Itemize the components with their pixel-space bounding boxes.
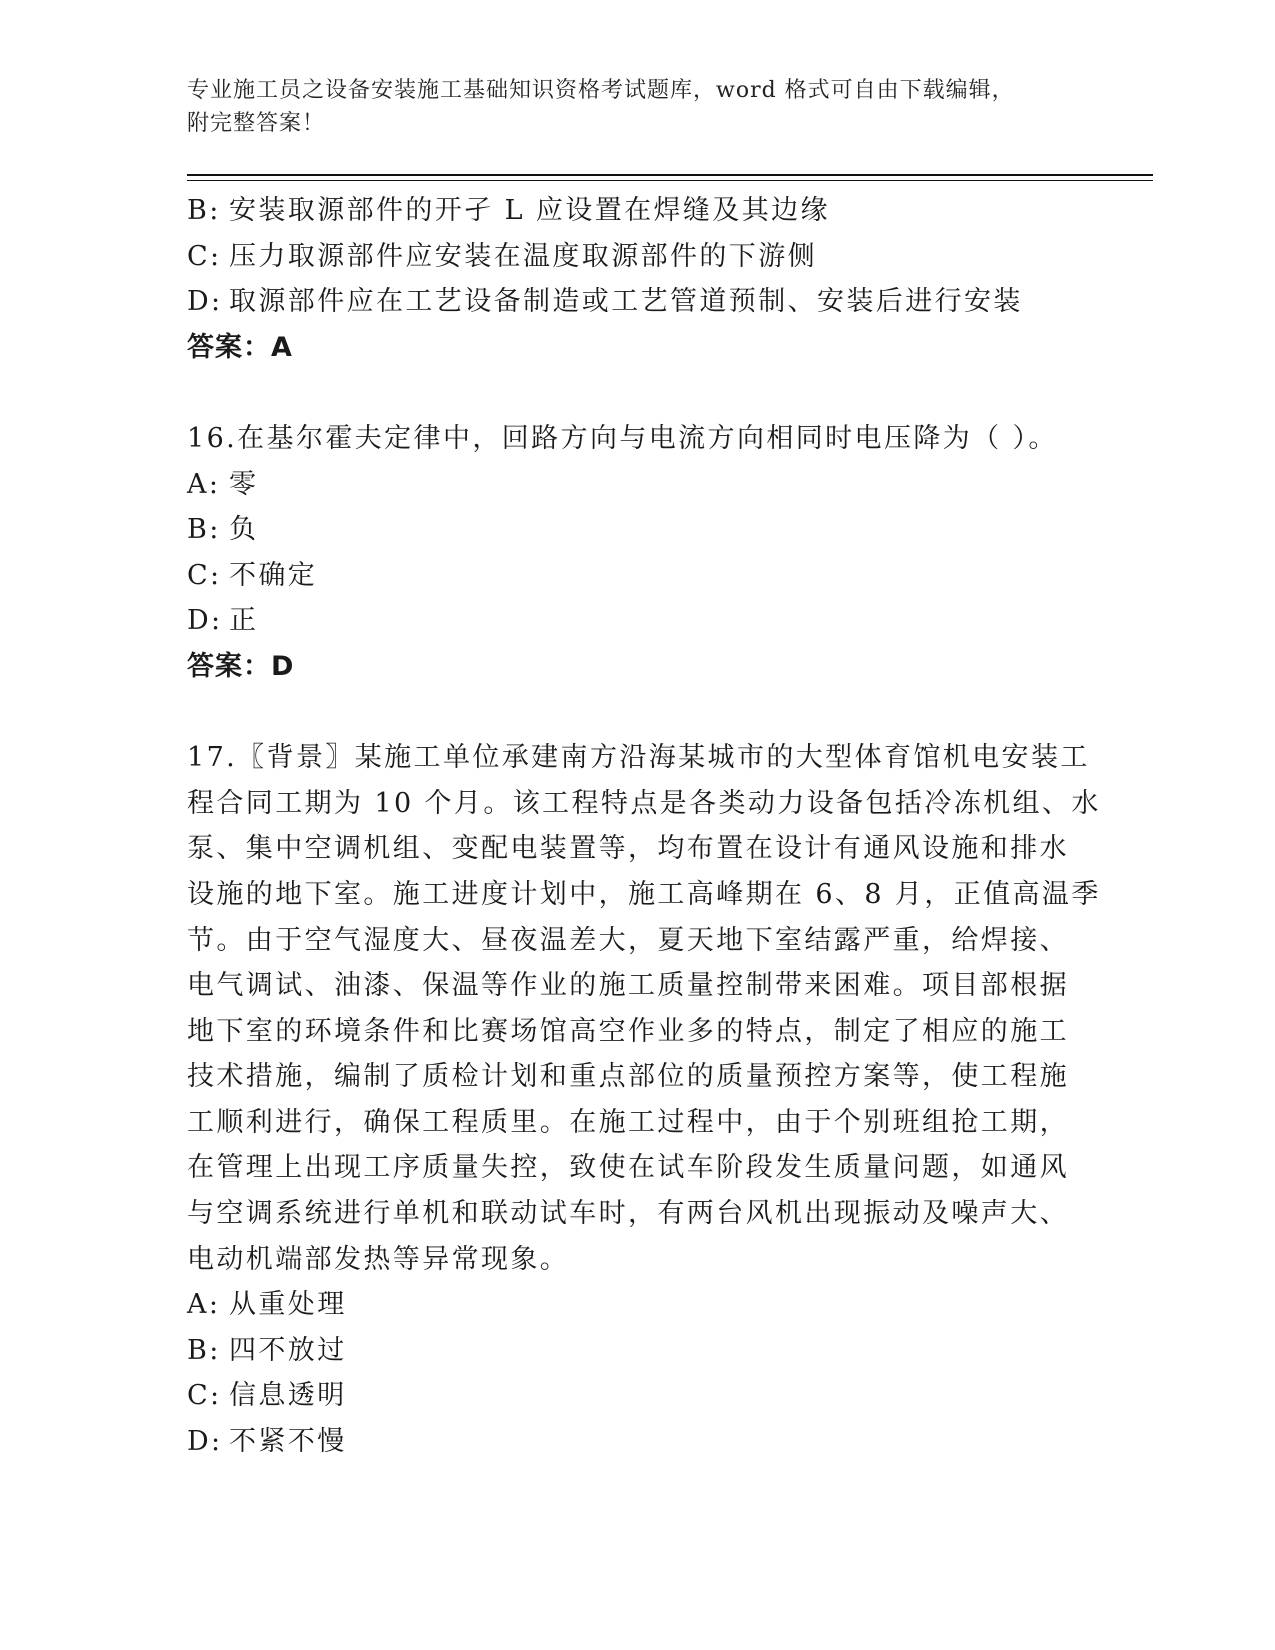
question-stem-line: 与空调系统进行单机和联动试车时，有两台风机出现振动及噪声大、	[187, 1198, 1069, 1230]
option-text: 零	[229, 468, 259, 500]
question-stem-line: 电动机端部发热等异常现象。	[187, 1243, 570, 1275]
answer-line: 答案：D	[187, 650, 295, 682]
question-16	[187, 416, 1087, 690]
question-17	[187, 735, 1101, 1465]
option-key: C:	[187, 559, 222, 591]
question-stem: 16.在基尔霍夫定律中，回路方向与电流方向相同时电压降为（ ）。	[187, 422, 1058, 454]
question-15-tail	[187, 188, 1087, 370]
option-c	[187, 553, 1087, 599]
document-header	[187, 74, 1067, 140]
option-d	[187, 598, 1087, 644]
option-text: 正	[229, 605, 259, 637]
header-divider-thin	[187, 180, 1153, 181]
option-key: D:	[187, 286, 223, 318]
question-stem-line: 节。由于空气湿度大、昼夜温差大，夏天地下室结露严重，给焊接、	[187, 924, 1069, 956]
header-line-2: 附完整答案！	[187, 111, 326, 136]
question-stem-line: 泵、集中空调机组、变配电装置等，均布置在设计有通风设施和排水	[187, 833, 1069, 865]
option-key: D:	[187, 605, 223, 637]
option-key: A:	[187, 468, 221, 500]
option-text: 从重处理	[229, 1289, 347, 1321]
option-c	[187, 1373, 1087, 1419]
option-a	[187, 462, 1087, 508]
option-text: 压力取源部件应安装在温度取源部件的下游侧	[229, 240, 817, 272]
question-stem-line: 地下室的环境条件和比赛场馆高空作业多的特点，制定了相应的施工	[187, 1015, 1069, 1047]
option-key: C:	[187, 240, 222, 272]
option-text: 信息透明	[229, 1380, 347, 1412]
option-text: 四不放过	[229, 1334, 347, 1366]
option-a	[187, 1282, 1087, 1328]
option-key: D:	[187, 1426, 223, 1458]
option-b	[187, 507, 1087, 553]
option-key: C:	[187, 1380, 222, 1412]
question-stem-line: 技术措施，编制了质检计划和重点部位的质量预控方案等，使工程施	[187, 1061, 1069, 1093]
spacer	[187, 370, 1087, 416]
question-stem-line: 程合同工期为 10 个月。该工程特点是各类动力设备包括冷冻机组、水	[187, 787, 1101, 819]
option-text: 负	[229, 514, 259, 546]
option-b	[187, 188, 1087, 234]
option-text: 不紧不慢	[229, 1426, 347, 1458]
answer-line: 答案：A	[187, 331, 293, 363]
header-line-1: 专业施工员之设备安装施工基础知识资格考试题库，word 格式可自由下载编辑，	[187, 78, 1015, 103]
spacer	[187, 690, 1087, 736]
question-stem-line: 设施的地下室。施工进度计划中，施工高峰期在 6、8 月，正值高温季	[187, 878, 1101, 910]
question-stem-line: 工顺利进行，确保工程质里。在施工过程中，由于个别班组抢工期，	[187, 1106, 1069, 1138]
option-c	[187, 234, 1087, 280]
option-text: 不确定	[229, 559, 318, 591]
question-stem-line: 电气调试、油漆、保温等作业的施工质量控制带来困难。项目部根据	[187, 970, 1069, 1002]
option-key: A:	[187, 1289, 221, 1321]
option-key: B:	[187, 514, 221, 546]
option-key: B:	[187, 195, 221, 226]
option-text: 取源部件应在工艺设备制造或工艺管道预制、安装后进行安装	[229, 286, 1023, 318]
question-stem-line: 17.〖背景〗某施工单位承建南方沿海某城市的大型体育馆机电安装工	[187, 742, 1090, 774]
option-d	[187, 1419, 1087, 1465]
option-d	[187, 279, 1087, 325]
question-stem-line: 在管理上出现工序质量失控，致使在试车阶段发生质量问题，如通风	[187, 1152, 1069, 1184]
header-divider-thick	[187, 174, 1153, 176]
option-text: 安装取源部件的开孑 L 应设置在焊缝及其边缘	[229, 195, 830, 226]
option-key: B:	[187, 1334, 221, 1366]
question-content	[187, 188, 1101, 1465]
option-b	[187, 1328, 1087, 1374]
